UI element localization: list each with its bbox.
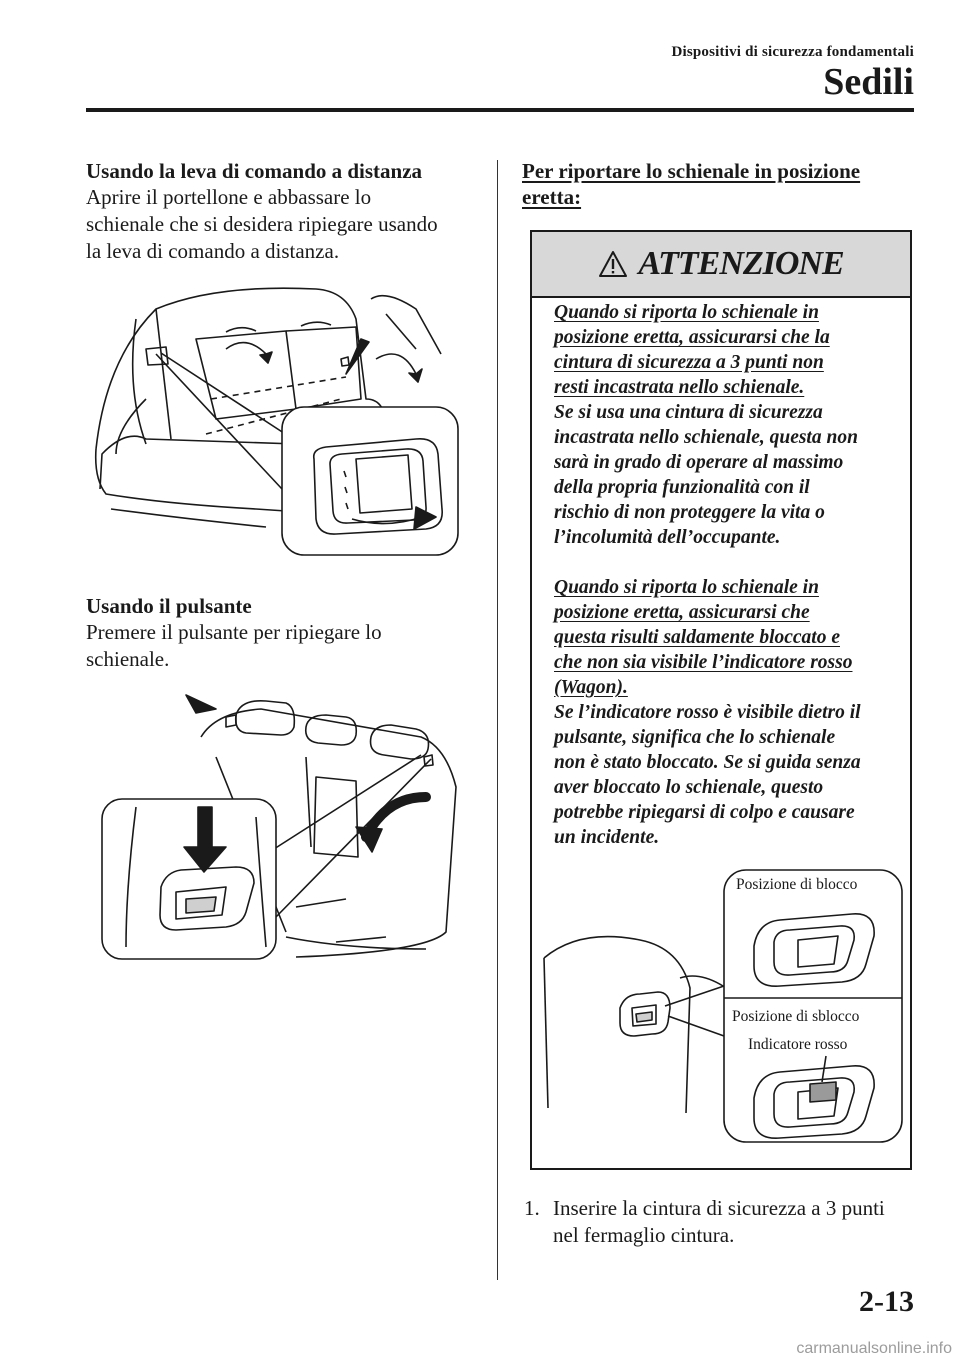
right-column [522,158,914,210]
warning-text-underlined: che non sia visibile l’indicatore rosso [554,652,853,673]
warning-text: potrebbe ripiegarsi di colpo e causare [554,802,855,823]
warning-text: Se l’indicatore rosso è visibile dietro il [554,702,861,723]
remote-lever-heading: Usando la leva di comando a distanza [86,159,423,183]
warning-text: Se si usa una cintura di sicurezza [554,402,823,423]
warning-text-underlined: cintura di sicurezza a 3 punti non [554,352,824,373]
remote-lever-line: schienale che si desidera ripiegare usando [86,212,438,236]
cargo-remote-lever-illustration [86,279,486,579]
warning-triangle-icon [598,250,628,278]
warning-text: l’incolumità dell’occupante. [554,527,781,548]
warning-title: ATTENZIONE [638,245,844,282]
warning-text: aver bloccato lo schienale, questo [554,777,824,798]
warning-text: non è stato bloccato. Se si guida senza [554,752,861,773]
warning-header [532,232,910,298]
section-title: Dispositivi di sicurezza fondamentali [671,44,914,60]
label-red-indicator: Indicatore rosso [748,1036,848,1053]
seat-button-illustration [86,687,486,987]
button-line: schienale. [86,647,170,671]
step-number: 1. [524,1196,540,1220]
label-unlocked-position: Posizione di sblocco [732,1008,860,1025]
header-divider [86,108,914,112]
warning-body [532,298,910,850]
left-column [86,158,486,987]
upright-heading: eretta: [522,185,582,209]
upright-heading: Per riportare lo schienale in posizione [522,159,861,183]
warning-text-underlined: posizione eretta, assicurarsi che la [554,327,830,348]
warning-text-underlined: Quando si riporta lo schienale in [554,577,819,598]
watermark: carmanualsonline.info [796,1340,952,1357]
label-locked-position: Posizione di blocco [736,876,858,893]
page-number: 2-13 [859,1285,914,1318]
warning-text: incastrata nello schienale, questa non [554,427,858,448]
step-text: Inserire la cintura di sicurezza a 3 punti [553,1196,885,1220]
warning-text-underlined: resti incastrata nello schienale. [554,377,805,398]
warning-text-underlined: (Wagon). [554,677,628,698]
remote-lever-line: la leva di comando a distanza. [86,239,340,263]
step-1 [524,1195,919,1249]
remote-lever-line: Aprire il portellone e abbassare lo [86,185,372,209]
warning-text: della propria funzionalità con il [554,477,810,498]
warning-text-underlined: questa risulti saldamente bloccato e [554,627,840,648]
warning-text-underlined: posizione eretta, assicurarsi che [554,602,810,623]
button-line: Premere il pulsante per ripiegare lo [86,620,382,644]
button-heading: Usando il pulsante [86,594,252,618]
column-divider [497,160,498,1280]
page-title: Sedili [823,61,914,103]
warning-text-underlined: Quando si riporta lo schienale in [554,302,819,323]
warning-text: un incidente. [554,827,660,848]
warning-text: rischio di non proteggere la vita o [554,502,825,523]
warning-text: pulsante, significa che lo schienale [554,727,836,748]
warning-text: sarà in grado di operare al massimo [554,452,844,473]
step-text: nel fermaglio cintura. [553,1223,735,1247]
